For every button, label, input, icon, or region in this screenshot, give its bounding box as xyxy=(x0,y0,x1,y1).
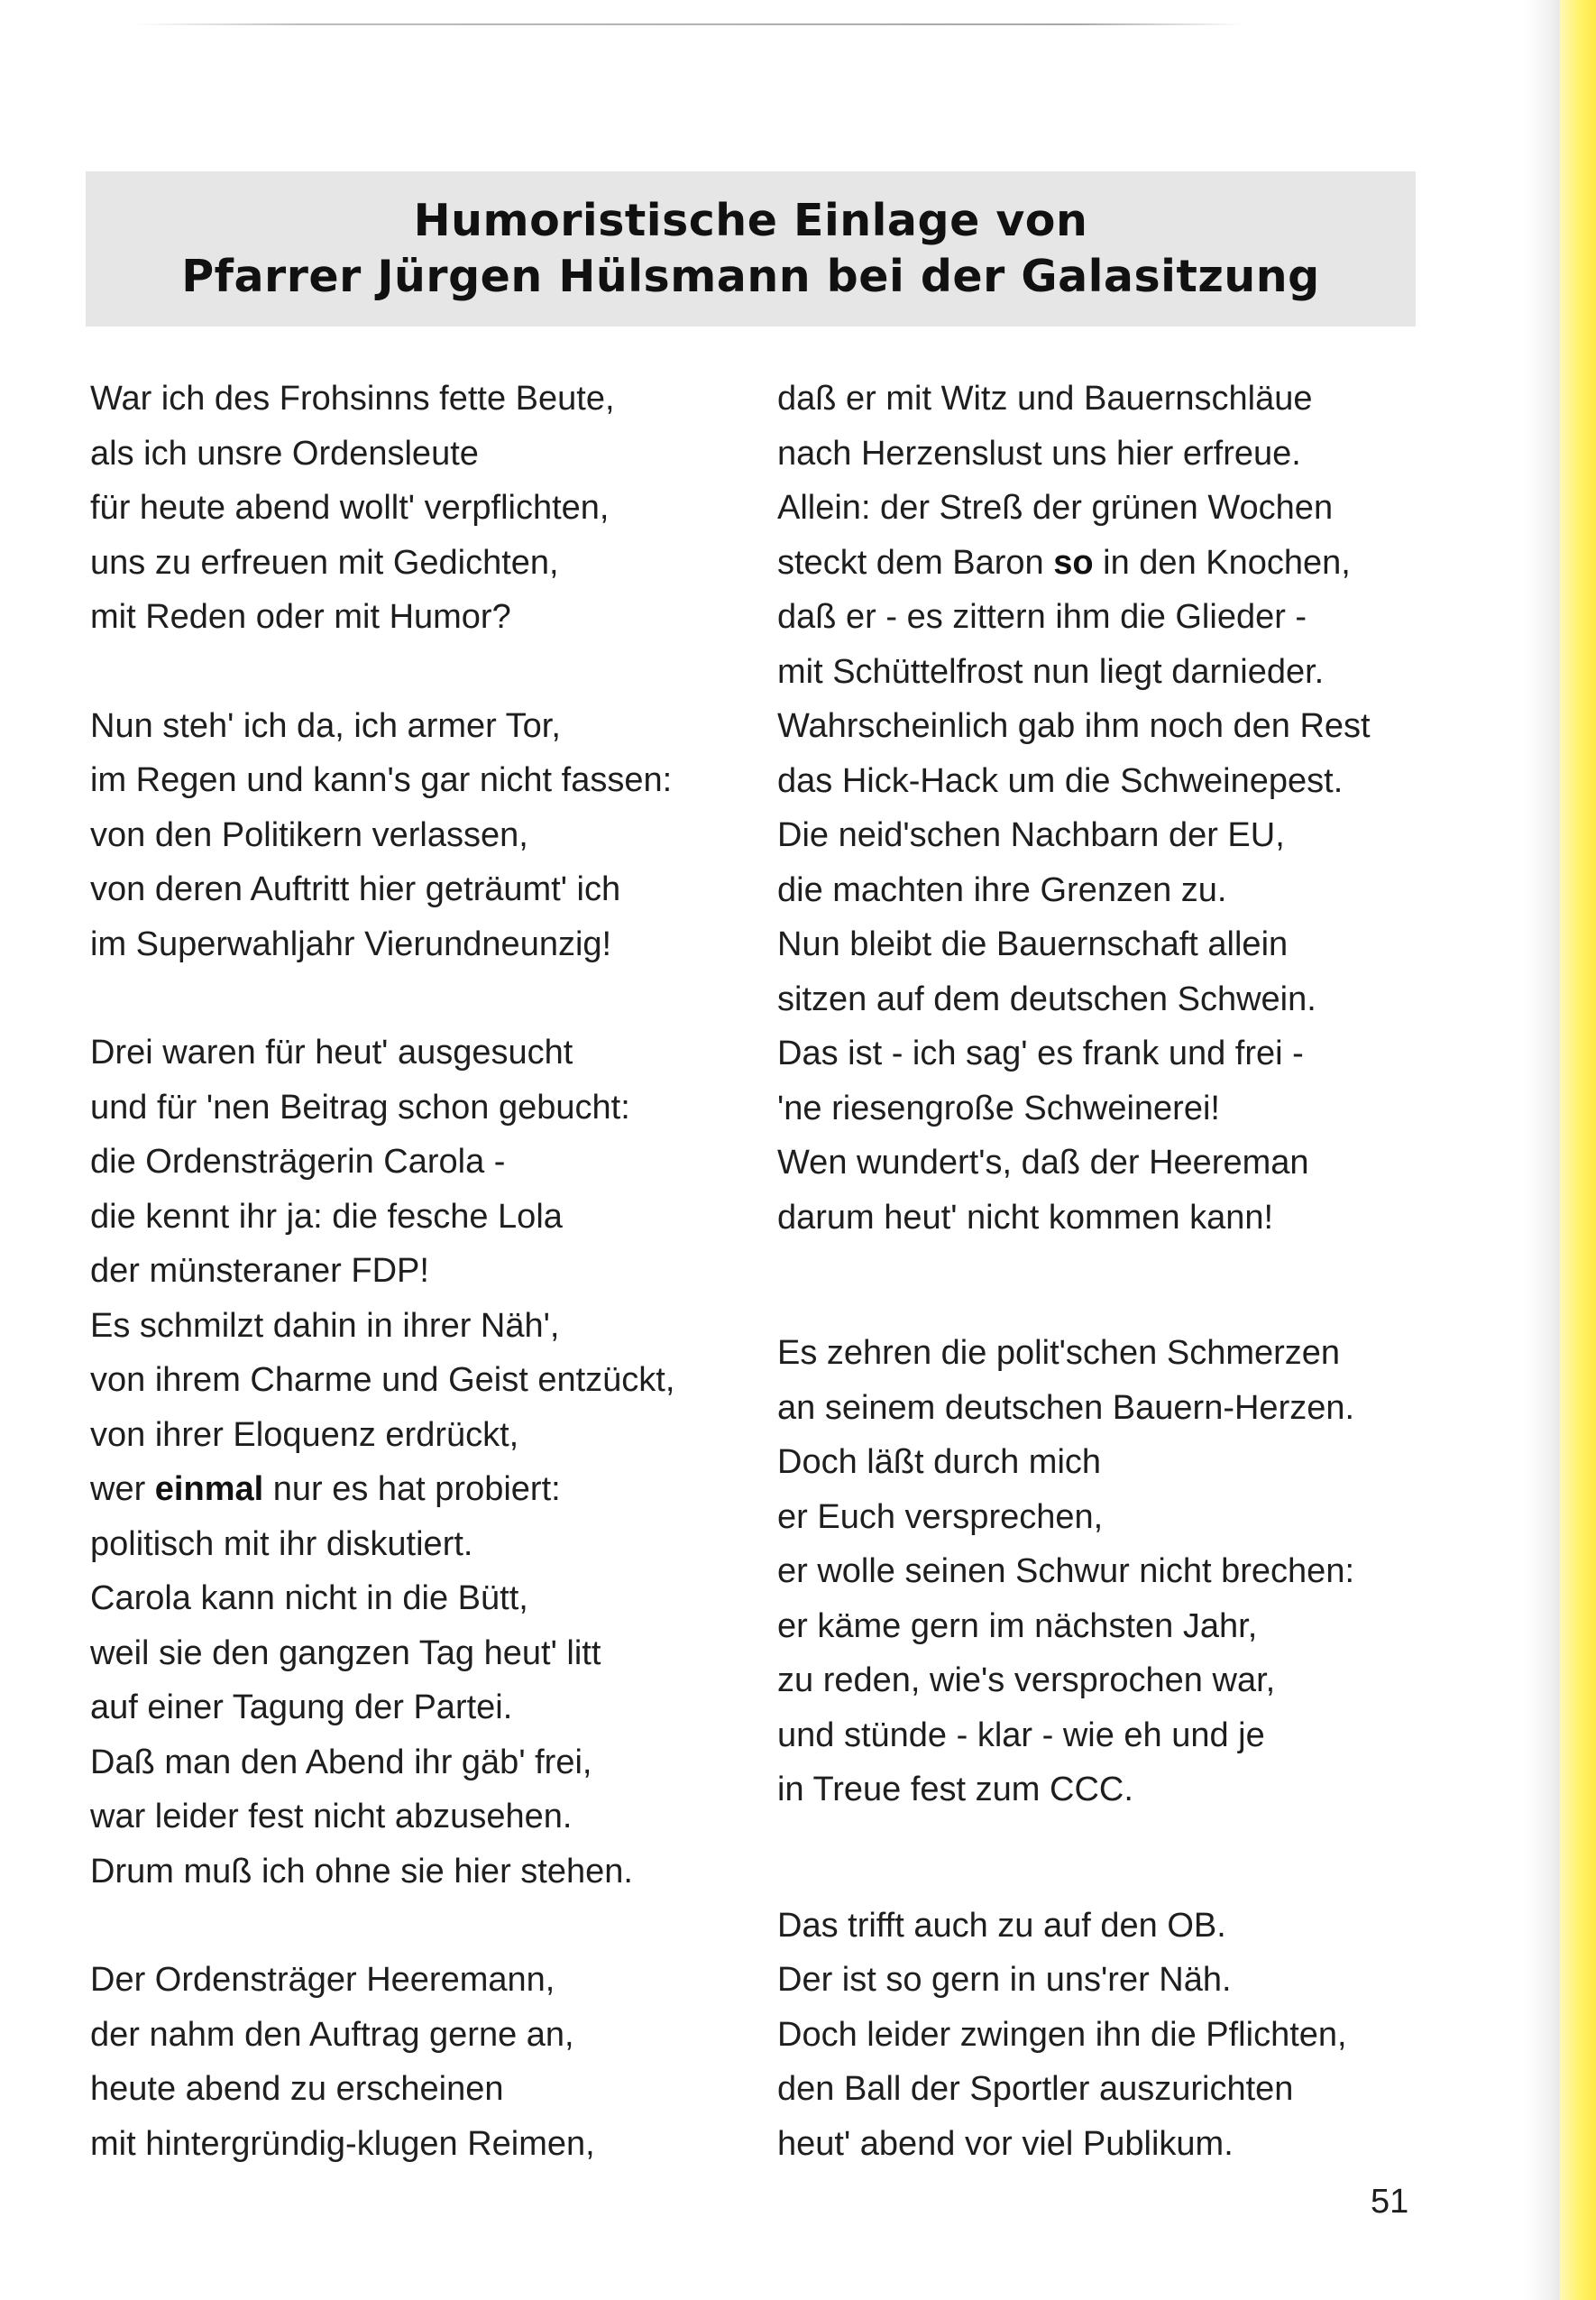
verse-line: und stünde - klar - wie eh und je xyxy=(777,1716,1265,1754)
emphasized-word: einmal xyxy=(154,1470,264,1508)
verse-line: der nahm den Auftrag gerne an, xyxy=(90,2015,574,2054)
verse-line: Nun steh' ich da, ich armer Tor, xyxy=(90,706,561,745)
page-edge-shadow xyxy=(1524,0,1560,2300)
verse-line: Der Ordensträger Heeremann, xyxy=(90,1961,555,1999)
title-line-2: Pfarrer Jürgen Hülsmann bei der Galasitzung xyxy=(181,251,1320,302)
verse-line: für heute abend wollt' verpflichten, xyxy=(90,489,610,527)
verse-line: mit Reden oder mit Humor? xyxy=(90,598,511,636)
verse-line: das Hick-Hack um die Schweinepest. xyxy=(777,761,1344,800)
verse-line: er wolle seinen Schwur nicht brechen: xyxy=(777,1552,1355,1590)
verse-line: Drum muß ich ohne sie hier stehen. xyxy=(90,1852,633,1891)
scan-top-rule xyxy=(135,23,1244,25)
title-box xyxy=(86,171,1416,327)
stanza xyxy=(777,1899,1454,2172)
verse-line: von den Politikern verlassen, xyxy=(90,815,528,854)
verse-line: darum heut' nicht kommen kann! xyxy=(777,1198,1274,1237)
stanza xyxy=(777,372,1454,1245)
verse-line: die machten ihre Grenzen zu. xyxy=(777,870,1227,909)
verse-line: auf einer Tagung der Partei. xyxy=(90,1688,513,1726)
verse-line: der münsteraner FDP! xyxy=(90,1252,429,1290)
verse-text: nur es hat probiert: xyxy=(263,1470,561,1508)
verse-line: Wahrscheinlich gab ihm noch den Rest xyxy=(777,707,1371,745)
stanza xyxy=(777,1326,1454,1817)
stanza xyxy=(90,1953,721,2171)
verse-line: von ihrer Eloquenz erdrückt, xyxy=(90,1415,519,1454)
verse-line: uns zu erfreuen mit Gedichten, xyxy=(90,543,559,582)
verse-line: die Ordensträgerin Carola - xyxy=(90,1143,506,1181)
verse-line: von deren Auftritt hier geträumt' ich xyxy=(90,870,621,908)
verse-line: Doch läßt durch mich xyxy=(777,1443,1102,1481)
right-column xyxy=(777,372,1454,2225)
verse-line: war leider fest nicht abzusehen. xyxy=(90,1798,573,1835)
stanza xyxy=(90,699,721,972)
verse-line: Der ist so gern in uns'rer Näh. xyxy=(777,1961,1232,1999)
verse-line: politisch mit ihr diskutiert. xyxy=(90,1524,473,1563)
verse-line: als ich unsre Ordensleute xyxy=(90,434,479,473)
verse-line: daß er mit Witz und Bauernschläue xyxy=(777,380,1313,418)
verse-line: den Ball der Sportler auszurichten xyxy=(777,2070,1294,2108)
verse-text: wer xyxy=(90,1470,155,1508)
verse-line: die kennt ihr ja: die fesche Lola xyxy=(90,1197,563,1236)
page-edge-yellow-strip xyxy=(1560,0,1596,2300)
verse-line: daß er - es zittern ihm die Glieder - xyxy=(777,598,1307,636)
stanza xyxy=(90,372,721,645)
verse-line-with-emphasis xyxy=(777,536,1454,591)
verse-line: und für 'nen Beitrag schon gebucht: xyxy=(90,1088,630,1127)
verse-line: mit Schüttelfrost nun liegt darnieder. xyxy=(777,652,1325,691)
verse-line: Allein: der Streß der grünen Wochen xyxy=(777,489,1334,527)
verse-line: Das trifft auch zu auf den OB. xyxy=(777,1906,1226,1945)
left-column xyxy=(90,372,721,2225)
verse-text: in den Knochen, xyxy=(1093,543,1351,582)
title-line-1: Humoristische Einlage von xyxy=(413,195,1088,246)
verse-line: Die neid'schen Nachbarn der EU, xyxy=(777,816,1285,854)
verse-line: Doch leider zwingen ihn die Pflichten, xyxy=(777,2015,1347,2054)
verse-line: Nun bleibt die Bauernschaft allein xyxy=(777,925,1289,963)
verse-line: Es schmilzt dahin in ihrer Näh', xyxy=(90,1306,560,1345)
verse-line: Es zehren die polit'schen Schmerzen xyxy=(777,1334,1341,1372)
verse-line: in Treue fest zum CCC. xyxy=(777,1771,1133,1808)
stanza xyxy=(90,1026,721,1899)
verse-line: Das ist - ich sag' es frank und frei - xyxy=(777,1035,1304,1072)
verse-line: 'ne riesengroße Schweinerei! xyxy=(777,1089,1220,1127)
verse-line: heut' abend vor viel Publikum. xyxy=(777,2124,1234,2163)
verse-line: Wen wundert's, daß der Heereman xyxy=(777,1144,1309,1182)
verse-line: Daß man den Abend ihr gäb' frei, xyxy=(90,1743,592,1781)
verse-line: mit hintergründig-klugen Reimen, xyxy=(90,2124,595,2163)
verse-line: nach Herzenslust uns hier erfreue. xyxy=(777,434,1301,473)
verse-text: steckt dem Baron xyxy=(777,543,1054,582)
verse-line: Drei waren für heut' ausgesucht xyxy=(90,1034,573,1072)
verse-line: sitzen auf dem deutschen Schwein. xyxy=(777,980,1316,1018)
verse-line-with-emphasis xyxy=(90,1462,721,1517)
verse-line: er käme gern im nächsten Jahr, xyxy=(777,1606,1258,1645)
emphasized-word: so xyxy=(1053,543,1094,582)
verse-line: im Regen und kann's gar nicht fassen: xyxy=(90,761,673,799)
verse-line: zu reden, wie's versprochen war, xyxy=(777,1661,1276,1699)
verse-line: im Superwahljahr Vierundneunzig! xyxy=(90,925,612,963)
verse-line: weil sie den gangzen Tag heut' litt xyxy=(90,1633,601,1672)
verse-line: von ihrem Charme und Geist entzückt, xyxy=(90,1361,675,1399)
verse-line: an seinem deutschen Bauern-Herzen. xyxy=(777,1388,1355,1427)
verse-line: er Euch versprechen, xyxy=(777,1497,1104,1536)
page-number: 51 xyxy=(1371,2183,1409,2221)
verse-line: Carola kann nicht in die Bütt, xyxy=(90,1579,528,1617)
verse-line: War ich des Frohsinns fette Beute, xyxy=(90,380,615,418)
verse-line: heute abend zu erscheinen xyxy=(90,2070,504,2108)
